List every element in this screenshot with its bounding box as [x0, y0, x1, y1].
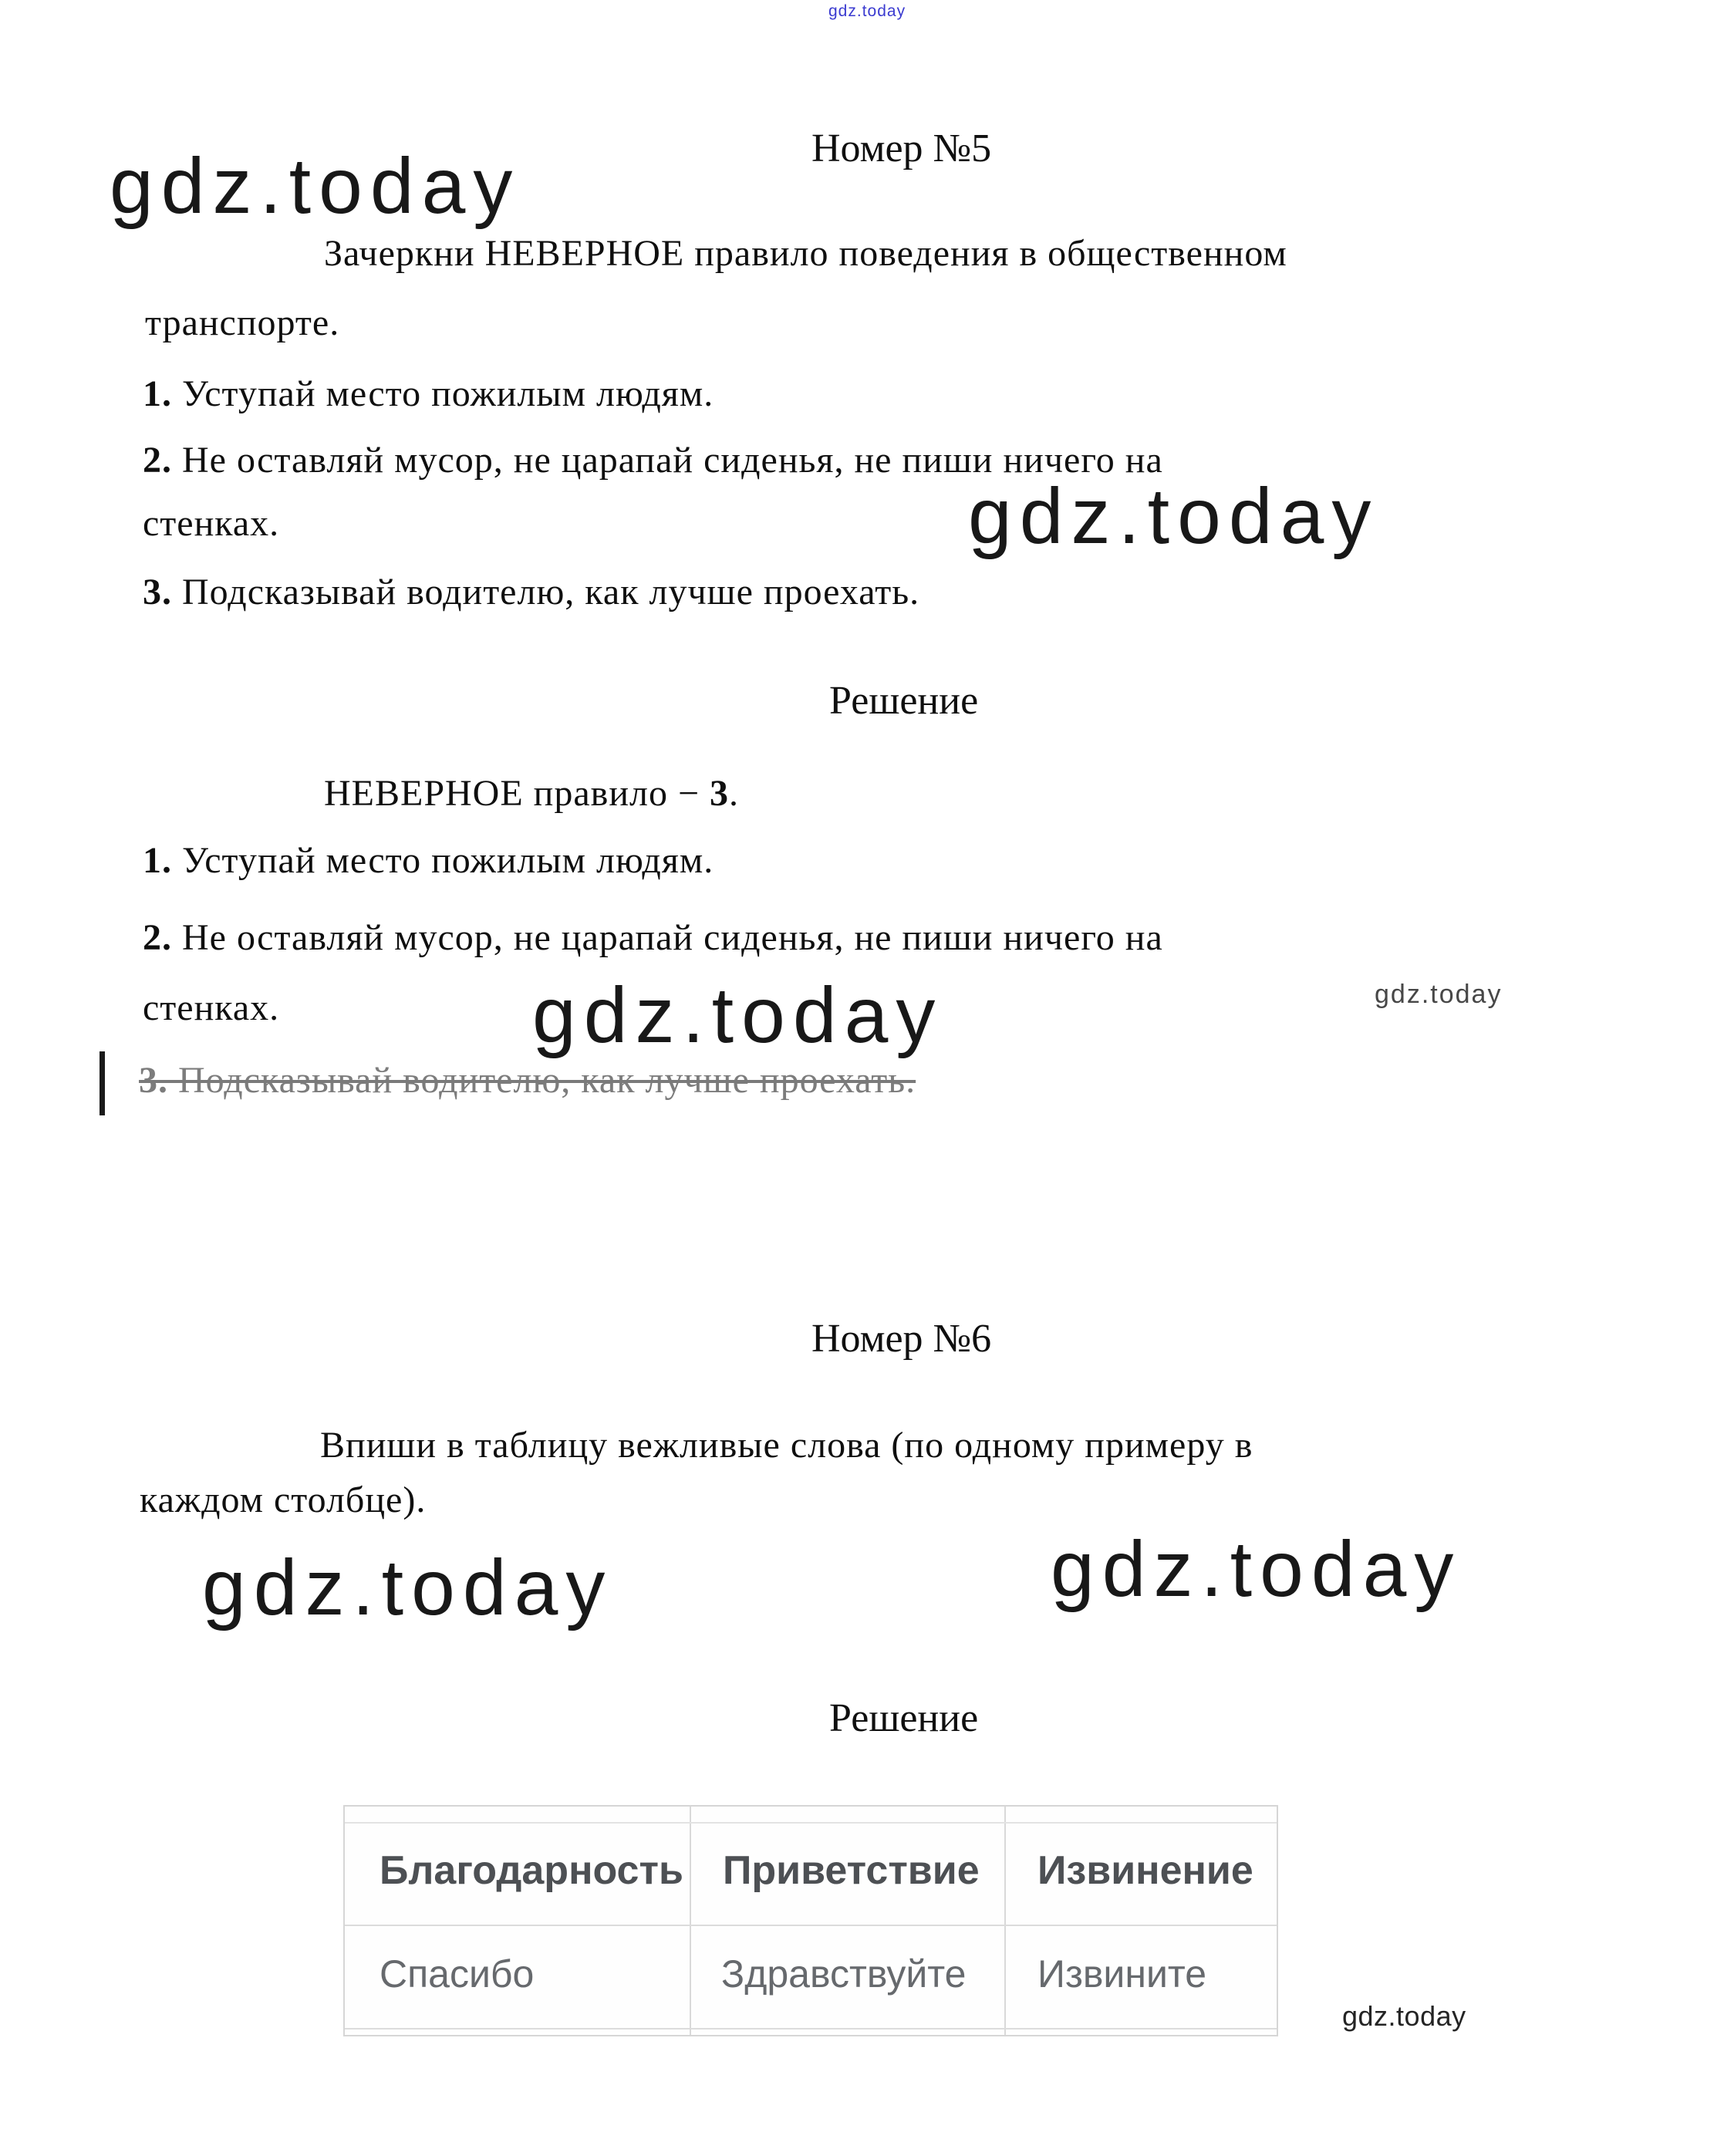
table-row-divider [345, 1925, 1277, 1926]
table-cell-sorry: Извините [1037, 1952, 1207, 1996]
section5-title: Номер №5 [811, 127, 992, 170]
section5-item-2 [143, 442, 1163, 479]
table-cell-thanks: Спасибо [380, 1952, 535, 1996]
watermark-center: gdz.today [532, 971, 943, 1059]
table-column-divider [690, 1807, 691, 2035]
section5-task-line2: транспорте. [145, 302, 340, 343]
item-text: Не оставляй мусор, не царапай сиденья, не пиши ничего на [172, 440, 1163, 481]
watermark-top-blue: gdz.today [828, 2, 906, 20]
item-text: Уступай место пожилым людям. [172, 373, 714, 414]
table-header-gratitude: Благодарность [380, 1848, 683, 1893]
text-cursor-bar [100, 1051, 105, 1115]
watermark-small-right: gdz.today [1375, 980, 1503, 1009]
answer-prefix: НЕВЕРНОЕ правило − [324, 773, 710, 814]
solution5-heading: Решение [829, 679, 979, 723]
item-text: Подсказывай водителю, как лучше проехать. [172, 572, 920, 612]
section5-item-2-cont: стенках. [143, 503, 280, 544]
table-row-divider [345, 2028, 1277, 2029]
table-cell-hello: Здравствуйте [721, 1952, 967, 1996]
watermark-bottom-left: gdz.today [202, 1544, 613, 1631]
item-text: Уступай место пожилым людям. [172, 840, 714, 881]
table-header-greeting: Приветствие [723, 1848, 980, 1893]
section6-task-line2: каждом столбце). [140, 1480, 427, 1520]
item-number: 3. [143, 572, 172, 612]
solution5-item-3-struck [139, 1062, 916, 1099]
solution5-item-1 [143, 842, 714, 879]
watermark-mid-right: gdz.today [968, 472, 1379, 560]
solution5-item-2-cont: стенках. [143, 987, 280, 1028]
watermark-top-left: gdz.today [110, 142, 521, 230]
item-number: 2. [143, 917, 172, 958]
table-column-divider [1004, 1807, 1006, 2035]
answer-suffix: . [729, 773, 740, 814]
item-number: 1. [143, 373, 172, 414]
answer-number: 3 [710, 773, 730, 814]
solution5-item-2 [143, 919, 1163, 957]
item-number: 3. [139, 1060, 168, 1101]
table-row-divider [345, 1822, 1277, 1824]
watermark-footer-2: gdz.today [1342, 2000, 1466, 2032]
section6-title: Номер №6 [811, 1317, 992, 1361]
table-header-apology: Извинение [1037, 1848, 1253, 1893]
polite-words-table [343, 1805, 1278, 2036]
item-number: 2. [143, 440, 172, 481]
section5-item-1 [143, 373, 714, 414]
section6-task-line1: Впиши в таблицу вежливые слова (по одному примеру в [320, 1425, 1253, 1466]
section5-item-3 [143, 574, 919, 611]
watermark-bottom-right-big: gdz.today [1051, 1525, 1462, 1613]
item-text: Подсказывай водителю, как лучше проехать. [168, 1060, 916, 1101]
section5-task-line1: Зачеркни НЕВЕРНОЕ правило поведения в общественном [324, 233, 1287, 274]
solution5-answer [324, 775, 739, 812]
item-text: Не оставляй мусор, не царапай сиденья, не пиши ничего на [172, 917, 1163, 958]
solution6-heading: Решение [829, 1696, 979, 1740]
item-number: 1. [143, 840, 172, 881]
